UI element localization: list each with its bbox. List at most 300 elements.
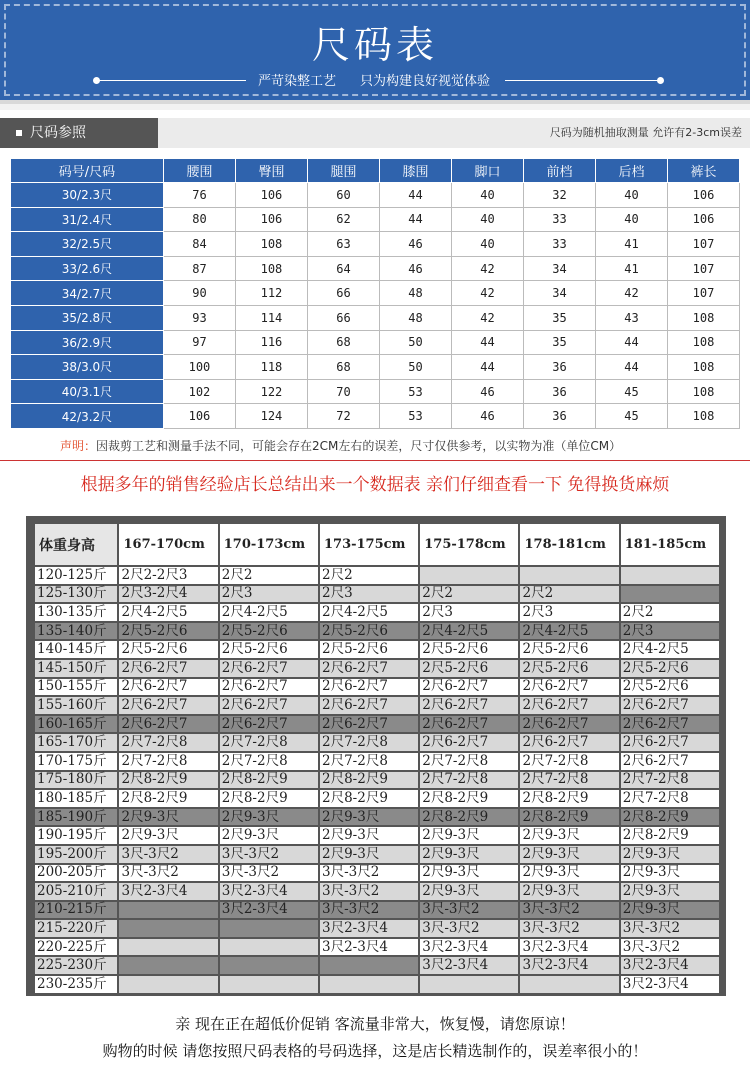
size-recommend-cell: 2尺7-2尺8 — [620, 789, 720, 808]
size-value-cell: 44 — [379, 207, 451, 232]
size-recommend-cell — [118, 975, 218, 994]
size-recommend-cell: 2尺5-2尺6 — [319, 622, 419, 641]
size-recommend-cell: 2尺9-3尺 — [620, 864, 720, 883]
size-value-cell: 102 — [163, 379, 235, 404]
size-value-cell: 116 — [235, 330, 307, 355]
table-row — [34, 603, 720, 622]
size-value-cell: 44 — [451, 355, 523, 380]
size-recommend-cell: 2尺5-2尺6 — [620, 678, 720, 697]
size-recommend-cell: 2尺9-3尺 — [620, 901, 720, 920]
size-recommend-cell: 3尺-3尺2 — [118, 845, 218, 864]
size-recommend-cell: 2尺6-2尺7 — [620, 752, 720, 771]
weight-cell: 125-130斤 — [34, 585, 118, 604]
weight-cell: 175-180斤 — [34, 771, 118, 790]
size-recommend-cell: 2尺9-3尺 — [319, 808, 419, 827]
size-recommend-cell — [219, 975, 319, 994]
size-value-cell: 35 — [523, 330, 595, 355]
size-recommend-cell: 3尺-3尺2 — [620, 919, 720, 938]
size-value-cell: 32 — [523, 183, 595, 208]
size-recommend-cell: 2尺9-3尺 — [519, 845, 619, 864]
size-recommend-cell: 3尺-3尺2 — [319, 882, 419, 901]
size-recommend-cell: 2尺9-3尺 — [319, 845, 419, 864]
size-recommend-cell: 2尺6-2尺7 — [319, 696, 419, 715]
size-value-cell: 44 — [451, 330, 523, 355]
size-recommend-cell: 2尺6-2尺7 — [419, 696, 519, 715]
size-recommend-cell: 3尺-3尺2 — [219, 845, 319, 864]
banner-line-right — [505, 80, 660, 81]
size-table-header-cell: 膝围 — [379, 159, 451, 183]
size-label-cell: 32/2.5尺 — [11, 232, 164, 257]
size-value-cell: 108 — [667, 379, 739, 404]
table-row — [11, 183, 740, 208]
size-recommend-cell: 3尺-3尺2 — [219, 864, 319, 883]
height-header-cell: 173-175cm — [319, 523, 419, 566]
size-value-cell: 46 — [379, 256, 451, 281]
table-row — [34, 715, 720, 734]
size-table-header — [11, 159, 740, 183]
size-value-cell: 80 — [163, 207, 235, 232]
size-recommend-cell: 3尺2-3尺4 — [319, 938, 419, 957]
size-recommend-cell: 3尺2-3尺4 — [419, 938, 519, 957]
size-label-cell: 35/2.8尺 — [11, 305, 164, 330]
size-recommend-cell: 3尺-3尺2 — [519, 901, 619, 920]
size-recommend-cell: 2尺6-2尺7 — [219, 659, 319, 678]
size-recommend-cell: 3尺2-3尺4 — [519, 938, 619, 957]
height-header-cell: 175-178cm — [419, 523, 519, 566]
weight-cell: 150-155斤 — [34, 678, 118, 697]
size-recommend-cell: 3尺2-3尺4 — [519, 956, 619, 975]
table-row — [34, 622, 720, 641]
size-recommend-cell: 2尺8-2尺9 — [620, 826, 720, 845]
size-recommend-cell: 2尺9-3尺 — [419, 826, 519, 845]
table-row — [11, 256, 740, 281]
size-recommend-cell: 2尺4-2尺5 — [118, 603, 218, 622]
size-recommend-cell: 2尺2 — [319, 566, 419, 585]
size-recommend-cell: 2尺6-2尺7 — [519, 678, 619, 697]
banner-subtitle-right: 只为构建良好视觉体验 — [360, 74, 491, 89]
size-recommend-cell — [419, 975, 519, 994]
size-recommend-cell: 2尺3 — [620, 622, 720, 641]
size-recommend-cell — [319, 975, 419, 994]
size-value-cell: 106 — [667, 183, 739, 208]
size-recommend-cell: 2尺6-2尺7 — [519, 733, 619, 752]
size-recommend-cell: 2尺3 — [319, 585, 419, 604]
size-recommend-cell: 2尺7-2尺8 — [319, 752, 419, 771]
section-note: 尺码为随机抽取测量 允许有2-3cm误差 — [549, 126, 742, 139]
size-recommend-cell — [620, 566, 720, 585]
size-recommend-cell — [519, 975, 619, 994]
weight-cell: 180-185斤 — [34, 789, 118, 808]
size-recommend-cell: 2尺6-2尺7 — [519, 696, 619, 715]
size-recommend-cell: 2尺6-2尺7 — [319, 678, 419, 697]
size-label-cell: 38/3.0尺 — [11, 355, 164, 380]
size-value-cell: 43 — [595, 305, 667, 330]
table-row — [11, 207, 740, 232]
size-recommend-cell: 2尺6-2尺7 — [118, 678, 218, 697]
weight-cell: 130-135斤 — [34, 603, 118, 622]
size-value-cell: 46 — [451, 404, 523, 429]
size-recommend-cell: 2尺5-2尺6 — [219, 622, 319, 641]
size-recommend-cell: 2尺7-2尺8 — [219, 752, 319, 771]
size-label-cell: 30/2.3尺 — [11, 183, 164, 208]
height-header-cell: 170-173cm — [219, 523, 319, 566]
size-label-cell: 36/2.9尺 — [11, 330, 164, 355]
weight-cell: 195-200斤 — [34, 845, 118, 864]
table-row — [34, 956, 720, 975]
banner-dot-left — [93, 77, 100, 84]
size-recommend-cell: 2尺9-3尺 — [118, 808, 218, 827]
size-recommend-cell: 2尺6-2尺7 — [118, 715, 218, 734]
size-value-cell: 72 — [307, 404, 379, 429]
size-recommend-cell: 2尺9-3尺 — [118, 826, 218, 845]
size-value-cell: 48 — [379, 281, 451, 306]
size-recommend-cell: 2尺7-2尺8 — [419, 752, 519, 771]
size-value-cell: 46 — [451, 379, 523, 404]
table-row — [11, 379, 740, 404]
size-value-cell: 35 — [523, 305, 595, 330]
size-recommend-cell: 2尺7-2尺8 — [219, 733, 319, 752]
size-table — [10, 158, 740, 429]
size-recommend-cell: 3尺2-3尺4 — [118, 882, 218, 901]
size-table-header-cell: 脚口 — [451, 159, 523, 183]
size-value-cell: 48 — [379, 305, 451, 330]
size-recommend-cell: 2尺5-2尺6 — [519, 640, 619, 659]
size-value-cell: 106 — [163, 404, 235, 429]
size-recommend-cell: 3尺2-3尺4 — [219, 901, 319, 920]
weight-cell: 145-150斤 — [34, 659, 118, 678]
size-value-cell: 44 — [595, 330, 667, 355]
size-value-cell: 45 — [595, 404, 667, 429]
footer-line-2-a: 购物的时候 请您按照尺码表格的号码选择，这是 — [102, 1042, 423, 1060]
height-header-cell: 178-181cm — [519, 523, 619, 566]
size-value-cell: 46 — [379, 232, 451, 257]
table-row — [34, 566, 720, 585]
size-value-cell: 108 — [235, 232, 307, 257]
table-row — [34, 585, 720, 604]
size-table-header-cell: 腿围 — [307, 159, 379, 183]
size-value-cell: 40 — [451, 207, 523, 232]
size-value-cell: 108 — [667, 330, 739, 355]
size-recommend-cell: 2尺8-2尺9 — [419, 808, 519, 827]
size-value-cell: 112 — [235, 281, 307, 306]
size-recommend-cell — [118, 919, 218, 938]
size-value-cell: 106 — [235, 207, 307, 232]
size-recommend-cell: 2尺4-2尺5 — [419, 622, 519, 641]
table-row — [11, 330, 740, 355]
weight-cell: 170-175斤 — [34, 752, 118, 771]
size-recommend-cell: 2尺8-2尺9 — [519, 808, 619, 827]
weight-cell: 190-195斤 — [34, 826, 118, 845]
weight-cell: 185-190斤 — [34, 808, 118, 827]
table-row — [34, 938, 720, 957]
size-recommend-cell: 3尺2-3尺4 — [219, 882, 319, 901]
size-recommend-cell: 2尺5-2尺6 — [118, 622, 218, 641]
size-recommend-cell: 2尺9-3尺 — [620, 882, 720, 901]
size-recommend-cell: 2尺6-2尺7 — [620, 733, 720, 752]
size-recommend-cell: 2尺8-2尺9 — [219, 771, 319, 790]
table-row — [11, 281, 740, 306]
size-recommend-cell: 2尺4-2尺5 — [319, 603, 419, 622]
size-recommend-cell: 2尺2 — [219, 566, 319, 585]
footer-line-2-b: 店长精选制作的 — [422, 1042, 528, 1060]
size-value-cell: 97 — [163, 330, 235, 355]
size-value-cell: 87 — [163, 256, 235, 281]
weight-cell: 200-205斤 — [34, 864, 118, 883]
size-recommend-cell: 2尺6-2尺7 — [319, 715, 419, 734]
size-recommend-cell: 2尺7-2尺8 — [620, 771, 720, 790]
size-recommend-cell: 2尺3-2尺4 — [118, 585, 218, 604]
size-recommend-cell: 3尺-3尺2 — [319, 864, 419, 883]
table-row — [34, 659, 720, 678]
size-value-cell: 53 — [379, 379, 451, 404]
size-recommend-cell: 3尺-3尺2 — [118, 864, 218, 883]
weight-cell: 140-145斤 — [34, 640, 118, 659]
size-recommend-cell: 2尺5-2尺6 — [419, 640, 519, 659]
size-value-cell: 122 — [235, 379, 307, 404]
size-recommend-cell: 2尺6-2尺7 — [419, 715, 519, 734]
size-value-cell: 100 — [163, 355, 235, 380]
size-value-cell: 62 — [307, 207, 379, 232]
size-recommend-cell: 3尺-3尺2 — [419, 901, 519, 920]
size-recommend-cell: 2尺9-3尺 — [519, 826, 619, 845]
size-recommend-cell: 2尺8-2尺9 — [118, 789, 218, 808]
size-value-cell: 66 — [307, 281, 379, 306]
size-recommend-cell — [419, 566, 519, 585]
size-recommend-cell: 2尺5-2尺6 — [319, 640, 419, 659]
size-value-cell: 36 — [523, 379, 595, 404]
table-row — [11, 232, 740, 257]
divider — [0, 460, 750, 461]
size-recommend-cell: 2尺6-2尺7 — [519, 715, 619, 734]
size-recommend-cell: 2尺9-3尺 — [419, 845, 519, 864]
size-value-cell: 42 — [595, 281, 667, 306]
table-row — [34, 826, 720, 845]
size-value-cell: 34 — [523, 281, 595, 306]
size-label-cell: 33/2.6尺 — [11, 256, 164, 281]
size-value-cell: 44 — [595, 355, 667, 380]
weight-cell: 160-165斤 — [34, 715, 118, 734]
size-recommend-cell: 2尺6-2尺7 — [118, 659, 218, 678]
table-row — [34, 808, 720, 827]
size-recommend-cell: 2尺4-2尺5 — [620, 640, 720, 659]
weight-cell: 155-160斤 — [34, 696, 118, 715]
size-recommend-cell — [319, 956, 419, 975]
size-table-header-cell: 码号/尺码 — [11, 159, 164, 183]
recommend-table — [33, 522, 721, 995]
size-label-cell: 42/3.2尺 — [11, 404, 164, 429]
weight-cell: 215-220斤 — [34, 919, 118, 938]
size-value-cell: 41 — [595, 232, 667, 257]
size-recommend-cell: 2尺3 — [219, 585, 319, 604]
size-recommend-cell — [620, 585, 720, 604]
size-value-cell: 124 — [235, 404, 307, 429]
size-value-cell: 76 — [163, 183, 235, 208]
size-recommend-cell: 2尺2 — [419, 585, 519, 604]
size-recommend-cell: 2尺4-2尺5 — [219, 603, 319, 622]
table-row — [34, 864, 720, 883]
size-value-cell: 70 — [307, 379, 379, 404]
size-recommend-cell: 2尺6-2尺7 — [419, 678, 519, 697]
size-value-cell: 106 — [667, 207, 739, 232]
footer-line-2-c: ，误差率很小的！ — [527, 1042, 648, 1060]
table-row — [34, 696, 720, 715]
size-label-cell: 34/2.7尺 — [11, 281, 164, 306]
size-recommend-cell: 2尺7-2尺8 — [319, 733, 419, 752]
weight-cell: 205-210斤 — [34, 882, 118, 901]
table-row — [34, 845, 720, 864]
size-recommend-cell: 2尺3 — [419, 603, 519, 622]
size-value-cell: 42 — [451, 305, 523, 330]
corner-cell: 体重身高 — [34, 523, 118, 566]
size-value-cell: 50 — [379, 355, 451, 380]
size-value-cell: 40 — [595, 183, 667, 208]
size-value-cell: 107 — [667, 281, 739, 306]
size-value-cell: 36 — [523, 355, 595, 380]
table-row — [11, 305, 740, 330]
recommend-table-header — [34, 523, 720, 566]
size-recommend-cell: 2尺9-3尺 — [519, 864, 619, 883]
size-recommend-cell: 2尺8-2尺9 — [219, 789, 319, 808]
size-recommend-cell: 2尺7-2尺8 — [419, 771, 519, 790]
size-recommend-cell: 2尺7-2尺8 — [519, 752, 619, 771]
size-value-cell: 33 — [523, 207, 595, 232]
size-recommend-cell: 2尺6-2尺7 — [219, 715, 319, 734]
square-icon — [16, 130, 22, 136]
size-value-cell: 107 — [667, 256, 739, 281]
table-row — [34, 678, 720, 697]
table-row — [34, 975, 720, 994]
size-recommend-cell: 2尺5-2尺6 — [620, 659, 720, 678]
size-recommend-cell: 2尺2 — [620, 603, 720, 622]
banner — [0, 0, 750, 110]
size-recommend-cell: 2尺6-2尺7 — [419, 733, 519, 752]
size-recommend-cell: 2尺8-2尺9 — [419, 789, 519, 808]
size-value-cell: 34 — [523, 256, 595, 281]
size-recommend-cell: 2尺8-2尺9 — [319, 789, 419, 808]
weight-cell: 165-170斤 — [34, 733, 118, 752]
size-value-cell: 108 — [235, 256, 307, 281]
size-recommend-cell — [118, 956, 218, 975]
size-recommend-cell: 2尺8-2尺9 — [519, 789, 619, 808]
table-row — [11, 404, 740, 429]
size-value-cell: 64 — [307, 256, 379, 281]
recommend-title: 根据多年的销售经验店长总结出来一个数据表 亲们仔细查看一下 免得换货麻烦 — [80, 475, 670, 495]
size-recommend-cell: 2尺8-2尺9 — [118, 771, 218, 790]
size-recommend-cell: 3尺2-3尺4 — [319, 919, 419, 938]
size-value-cell: 107 — [667, 232, 739, 257]
size-value-cell: 108 — [667, 305, 739, 330]
banner-subtitle-left: 严苛染整工艺 — [258, 74, 337, 89]
size-value-cell: 40 — [451, 183, 523, 208]
table-row — [34, 789, 720, 808]
table-row — [34, 882, 720, 901]
table-row — [34, 771, 720, 790]
page-title: 尺码表 — [311, 23, 438, 67]
height-header-cell: 181-185cm — [620, 523, 720, 566]
table-row — [11, 355, 740, 380]
footer-line-1: 亲 现在正在超低价促销 客流量非常大，恢复慢，请您原谅！ — [175, 1015, 575, 1033]
size-recommend-cell — [118, 901, 218, 920]
size-recommend-cell: 3尺2-3尺4 — [620, 975, 720, 994]
size-table-header-cell: 腰围 — [163, 159, 235, 183]
size-recommend-cell: 3尺-3尺2 — [519, 919, 619, 938]
size-recommend-cell: 2尺2 — [519, 585, 619, 604]
size-table-header-cell: 后档 — [595, 159, 667, 183]
size-recommend-cell — [219, 956, 319, 975]
size-label-cell: 40/3.1尺 — [11, 379, 164, 404]
size-table-header-cell: 前档 — [523, 159, 595, 183]
banner-line-left — [96, 80, 246, 81]
size-label-cell: 31/2.4尺 — [11, 207, 164, 232]
size-recommend-cell: 2尺8-2尺9 — [319, 771, 419, 790]
size-value-cell: 42 — [451, 256, 523, 281]
size-recommend-cell: 2尺7-2尺8 — [118, 733, 218, 752]
size-value-cell: 60 — [307, 183, 379, 208]
banner-dot-right — [657, 77, 664, 84]
size-value-cell: 108 — [667, 404, 739, 429]
size-recommend-cell: 2尺9-3尺 — [519, 882, 619, 901]
weight-cell: 220-225斤 — [34, 938, 118, 957]
size-value-cell: 114 — [235, 305, 307, 330]
size-value-cell: 41 — [595, 256, 667, 281]
size-value-cell: 84 — [163, 232, 235, 257]
size-value-cell: 40 — [451, 232, 523, 257]
size-recommend-cell: 2尺6-2尺7 — [620, 715, 720, 734]
weight-cell: 210-215斤 — [34, 901, 118, 920]
disclaimer-text: 因裁剪工艺和测量手法不同，可能会存在2CM左右的误差，尺寸仅供参考，以实物为准（单位CM） — [96, 439, 622, 453]
weight-cell: 120-125斤 — [34, 566, 118, 585]
table-row — [34, 640, 720, 659]
size-table-header-cell: 臀围 — [235, 159, 307, 183]
disclaimer — [60, 437, 621, 454]
size-recommend-cell — [118, 938, 218, 957]
size-recommend-cell: 2尺6-2尺7 — [620, 696, 720, 715]
size-recommend-cell: 2尺9-3尺 — [419, 882, 519, 901]
size-recommend-cell: 2尺6-2尺7 — [219, 678, 319, 697]
size-recommend-cell: 3尺2-3尺4 — [419, 956, 519, 975]
size-recommend-cell: 2尺6-2尺7 — [118, 696, 218, 715]
size-value-cell: 50 — [379, 330, 451, 355]
section-label — [0, 118, 158, 148]
size-value-cell: 53 — [379, 404, 451, 429]
section-label-text: 尺码参照 — [30, 125, 86, 141]
size-recommend-cell: 2尺6-2尺7 — [319, 659, 419, 678]
size-value-cell: 93 — [163, 305, 235, 330]
size-value-cell: 63 — [307, 232, 379, 257]
size-recommend-cell: 2尺9-3尺 — [319, 826, 419, 845]
size-value-cell: 66 — [307, 305, 379, 330]
size-value-cell: 106 — [235, 183, 307, 208]
size-recommend-cell — [219, 919, 319, 938]
size-recommend-cell: 2尺5-2尺6 — [519, 659, 619, 678]
size-recommend-cell: 2尺9-3尺 — [219, 826, 319, 845]
size-recommend-cell: 3尺2-3尺4 — [620, 956, 720, 975]
size-value-cell: 68 — [307, 355, 379, 380]
size-recommend-cell: 2尺5-2尺6 — [419, 659, 519, 678]
size-value-cell: 40 — [595, 207, 667, 232]
banner-panel — [0, 0, 750, 104]
size-recommend-cell: 2尺9-3尺 — [419, 864, 519, 883]
size-recommend-cell: 3尺-3尺2 — [620, 938, 720, 957]
size-recommend-cell — [519, 566, 619, 585]
footer-line-2 — [0, 1040, 750, 1061]
weight-cell: 135-140斤 — [34, 622, 118, 641]
size-value-cell: 45 — [595, 379, 667, 404]
table-row — [34, 733, 720, 752]
disclaimer-label: 声明： — [60, 439, 97, 453]
size-recommend-cell: 3尺-3尺2 — [319, 901, 419, 920]
table-row — [34, 752, 720, 771]
